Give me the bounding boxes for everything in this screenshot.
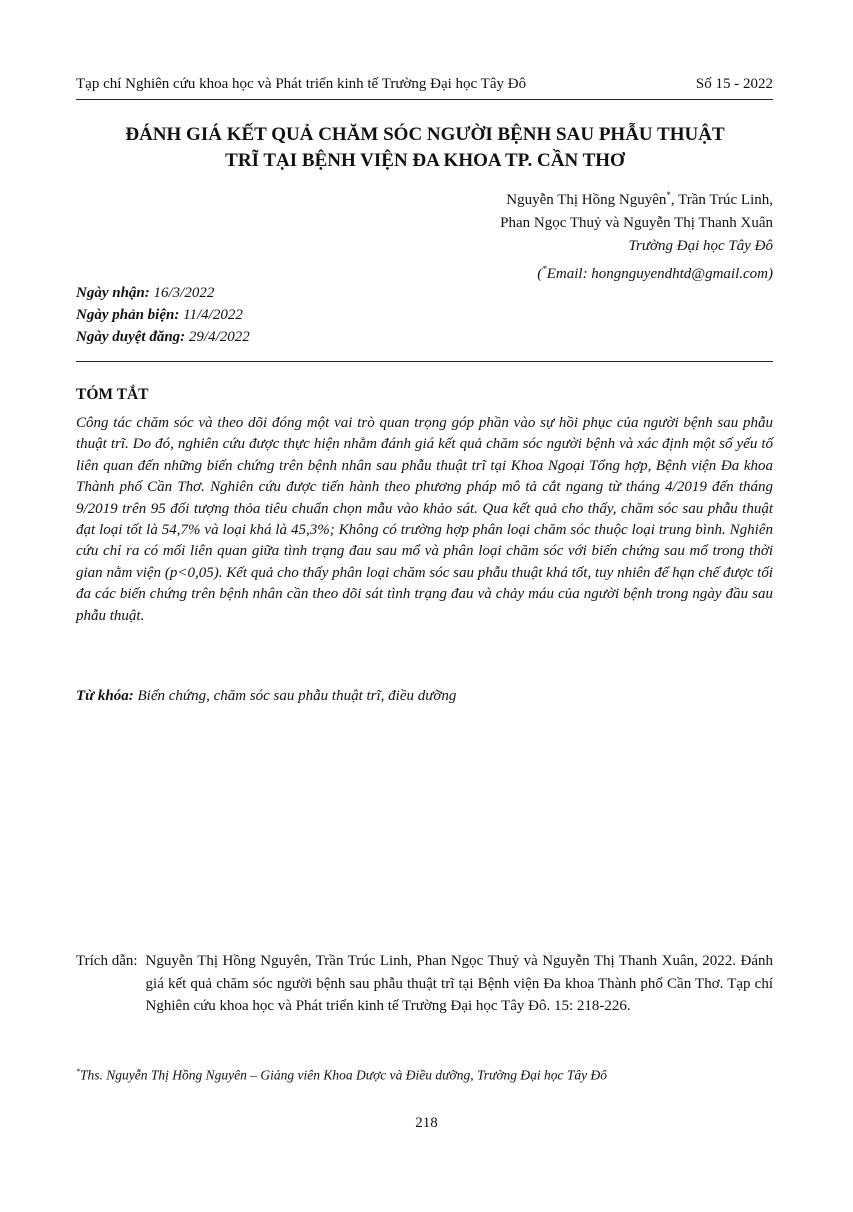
email-open: ( <box>537 266 543 282</box>
date-accepted-value: 29/4/2022 <box>188 329 250 345</box>
email-line <box>500 258 773 286</box>
issue-number: Số 15 - 2022 <box>695 76 773 92</box>
date-accepted <box>76 326 250 348</box>
authors-line-1-rest: , Trần Trúc Linh, <box>670 192 773 208</box>
citation-text: Nguyễn Thị Hồng Nguyên, Trần Trúc Linh, Phan Ngọc Thuỷ và Nguyễn Thị Thanh Xuân, 2022. Đánh giá kết quả chăm sóc người bệnh sau phẫu thuật trĩ tại Bệnh viện Đa khoa Thành phố Cần Thơ. Tạp chí Nghiên cứu khoa học và Phát triển kinh tế Trường Đại học Tây Đô. 15: 218-226. <box>145 953 773 1014</box>
date-received-label: Ngày nhận: <box>76 285 150 301</box>
section-rule <box>76 361 773 362</box>
date-received-value: 16/3/2022 <box>153 285 215 301</box>
abstract-heading: TÓM TẮT <box>76 386 149 403</box>
header-rule <box>76 99 773 100</box>
title-line-1: ĐÁNH GIÁ KẾT QUẢ CHĂM SÓC NGƯỜI BỆNH SAU PHẪU THUẬT <box>125 124 725 145</box>
footnote-text: Ths. Nguyễn Thị Hồng Nguyên – Giảng viên Khoa Dược và Điều dưỡng, Trường Đại học Tây Đô <box>80 1067 608 1083</box>
date-reviewed-label: Ngày phản biện: <box>76 307 180 323</box>
footnote-marker: * <box>76 1067 80 1076</box>
dates-block <box>76 282 250 348</box>
title-line-2: TRĨ TẠI BỆNH VIỆN ĐA KHOA TP. CẦN THƠ <box>225 150 625 171</box>
email-text: Email: hongnguyendhtd@gmail.com) <box>546 266 773 282</box>
date-reviewed-value: 11/4/2022 <box>183 307 243 323</box>
citation-block <box>76 950 773 1018</box>
author-1: Nguyễn Thị Hồng Nguyên <box>506 192 667 208</box>
running-header <box>76 76 773 93</box>
date-received <box>76 282 250 304</box>
email-marker: * <box>542 264 547 274</box>
keywords-label: Từ khóa: <box>76 688 134 704</box>
page-number: 218 <box>415 1115 438 1131</box>
keywords-value: Biến chứng, chăm sóc sau phẫu thuật trĩ, điều dưỡng <box>137 688 457 704</box>
date-accepted-label: Ngày duyệt đăng: <box>76 329 186 345</box>
footnote <box>76 1067 773 1084</box>
paper-title <box>60 122 790 174</box>
date-reviewed <box>76 304 250 326</box>
authors-line-1 <box>500 184 773 212</box>
citation-label: Trích dẫn: <box>76 953 138 969</box>
journal-name: Tạp chí Nghiên cứu khoa học và Phát triển kinh tế Trường Đại học Tây Đô <box>76 76 527 92</box>
authors-line-2: Phan Ngọc Thuỷ và Nguyễn Thị Thanh Xuân <box>500 215 773 231</box>
affiliation: Trường Đại học Tây Đô <box>628 238 773 254</box>
abstract-text: Công tác chăm sóc và theo dõi đóng một vai trò quan trọng góp phần vào sự hồi phục của người bệnh sau phẫu thuật trĩ. Do đó, nghiên cứu được thực hiện nhằm đánh giá kết quả chăm sóc người bệnh và xác định một số yếu tố liên quan đến những biến chứng trên bệnh nhân sau phẫu thuật trĩ tại Khoa Ngoại Tổng hợp, Bệnh viện Đa khoa Thành phố Cần Thơ. Nghiên cứu được tiến hành theo phương pháp mô tả cắt ngang từ tháng 4/2019 đến tháng 9/2019 trên 95 đối tượng thỏa tiêu chuẩn chọn mẫu vào khảo sát. Qua kết quả cho thấy, chăm sóc sau phẫu thuật đạt loại tốt là 54,7% và loại khá là 45,3%; Không có trường hợp phân loại chăm sóc thuộc loại trung bình. Nghiên cứu chỉ ra có mối liên quan giữa tình trạng đau sau mổ và phân loại chăm sóc với biến chứng sau mổ trong thời gian nằm viện (p<0,05). Kết quả cho thấy phân loại chăm sóc sau phẫu thuật khá tốt, tuy nhiên để hạn chế được tối đa các biến chứng trên bệnh nhân cần theo dõi sát tình trạng đau và chảy máu của người bệnh trong ngày đầu sau phẫu thuật. <box>76 415 773 624</box>
keywords <box>76 688 773 705</box>
author-block <box>500 184 773 286</box>
corresponding-marker: * <box>666 190 671 200</box>
